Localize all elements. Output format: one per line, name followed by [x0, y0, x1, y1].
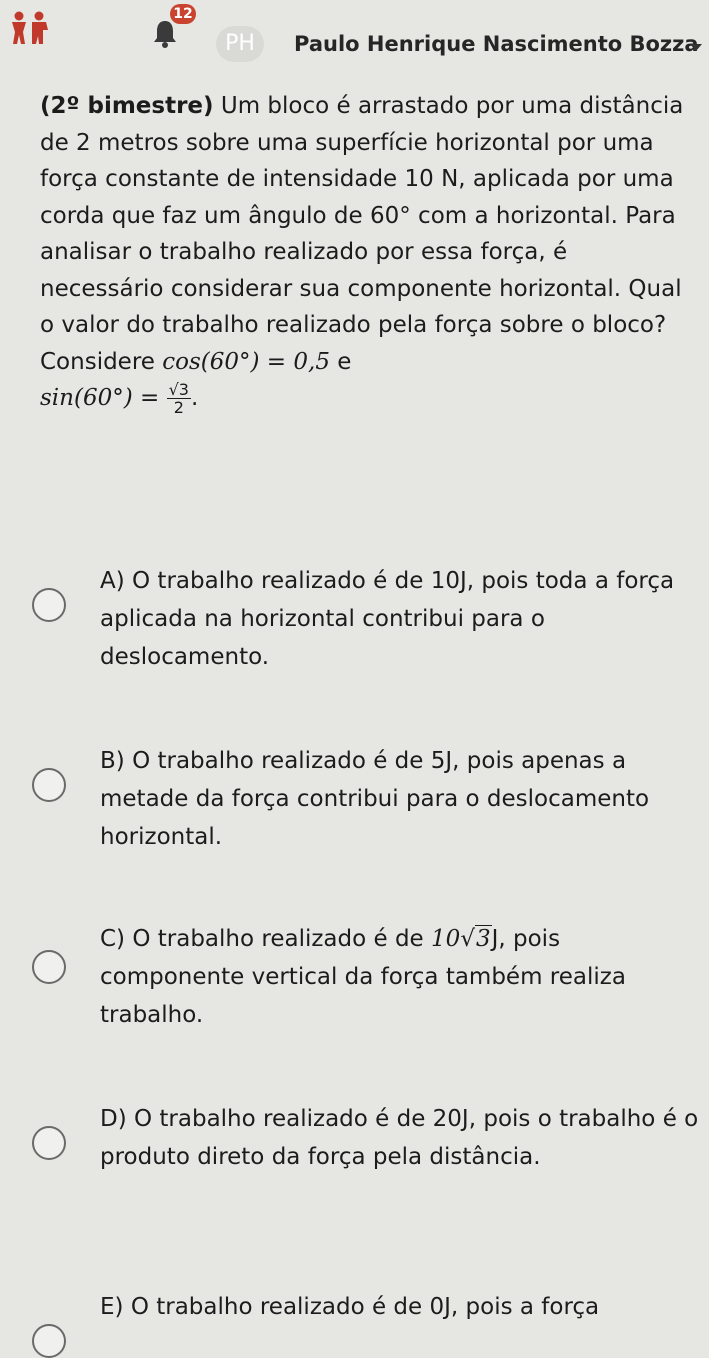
- people-logo-icon[interactable]: [10, 10, 50, 46]
- question-body-continued: com a horizontal. Para analisar o trabalho realizado por essa força, é necessário considerar sua componente horizontal. Qual o valor do trabalho realizado pela força sobre o bloco? Considere: [40, 202, 682, 375]
- option-b-radio[interactable]: [32, 768, 66, 802]
- avatar[interactable]: PH: [216, 26, 264, 62]
- connector: e: [329, 348, 352, 375]
- caret-down-icon[interactable]: [690, 44, 702, 51]
- question-label: (2º bimestre): [40, 93, 214, 119]
- option-c-value: 10√3: [431, 926, 491, 952]
- option-c-radio[interactable]: [32, 950, 66, 984]
- option-e-radio[interactable]: [32, 1324, 66, 1358]
- top-bar: [0, 0, 709, 80]
- cos-expression: cos(60°) = 0,5: [162, 348, 330, 375]
- option-c-text: [100, 920, 700, 1034]
- user-name[interactable]: Paulo Henrique Nascimento Bozza: [294, 32, 699, 56]
- sin-expression: sin(60°) =: [40, 385, 160, 411]
- question-text: [40, 88, 690, 417]
- option-d-text: D) O trabalho realizado é de 20J, pois o trabalho é o produto direto da força pela distância.: [100, 1106, 699, 1170]
- option-c-prefix: C) O trabalho realizado é de: [100, 926, 432, 952]
- question-body: Um bloco é arrastado por uma distância de 2 metros sobre uma superfície horizontal por uma força constante de intensidade 10 N, aplicada por uma corda que faz um ângulo de: [40, 93, 684, 229]
- option-a-radio[interactable]: [32, 588, 66, 622]
- option-c-suffix: J, pois componente vertical da força também realiza trabalho.: [100, 926, 626, 1028]
- option-a-text: A) O trabalho realizado é de 10J, pois toda a força aplicada na horizontal contribui para o deslocamento.: [100, 568, 675, 670]
- angle-value: 60°: [369, 202, 411, 229]
- notification-count-badge: 12: [170, 4, 196, 24]
- option-b-text: B) O trabalho realizado é de 5J, pois apenas a metade da força contribui para o deslocamento horizontal.: [100, 748, 650, 850]
- sqrt3-over-2: $\frac{√3}{2}$: [168, 380, 189, 417]
- option-e-text: E) O trabalho realizado é de 0J, pois a força: [100, 1294, 600, 1320]
- option-d-radio[interactable]: [32, 1126, 66, 1160]
- sentence-end: .: [190, 385, 199, 411]
